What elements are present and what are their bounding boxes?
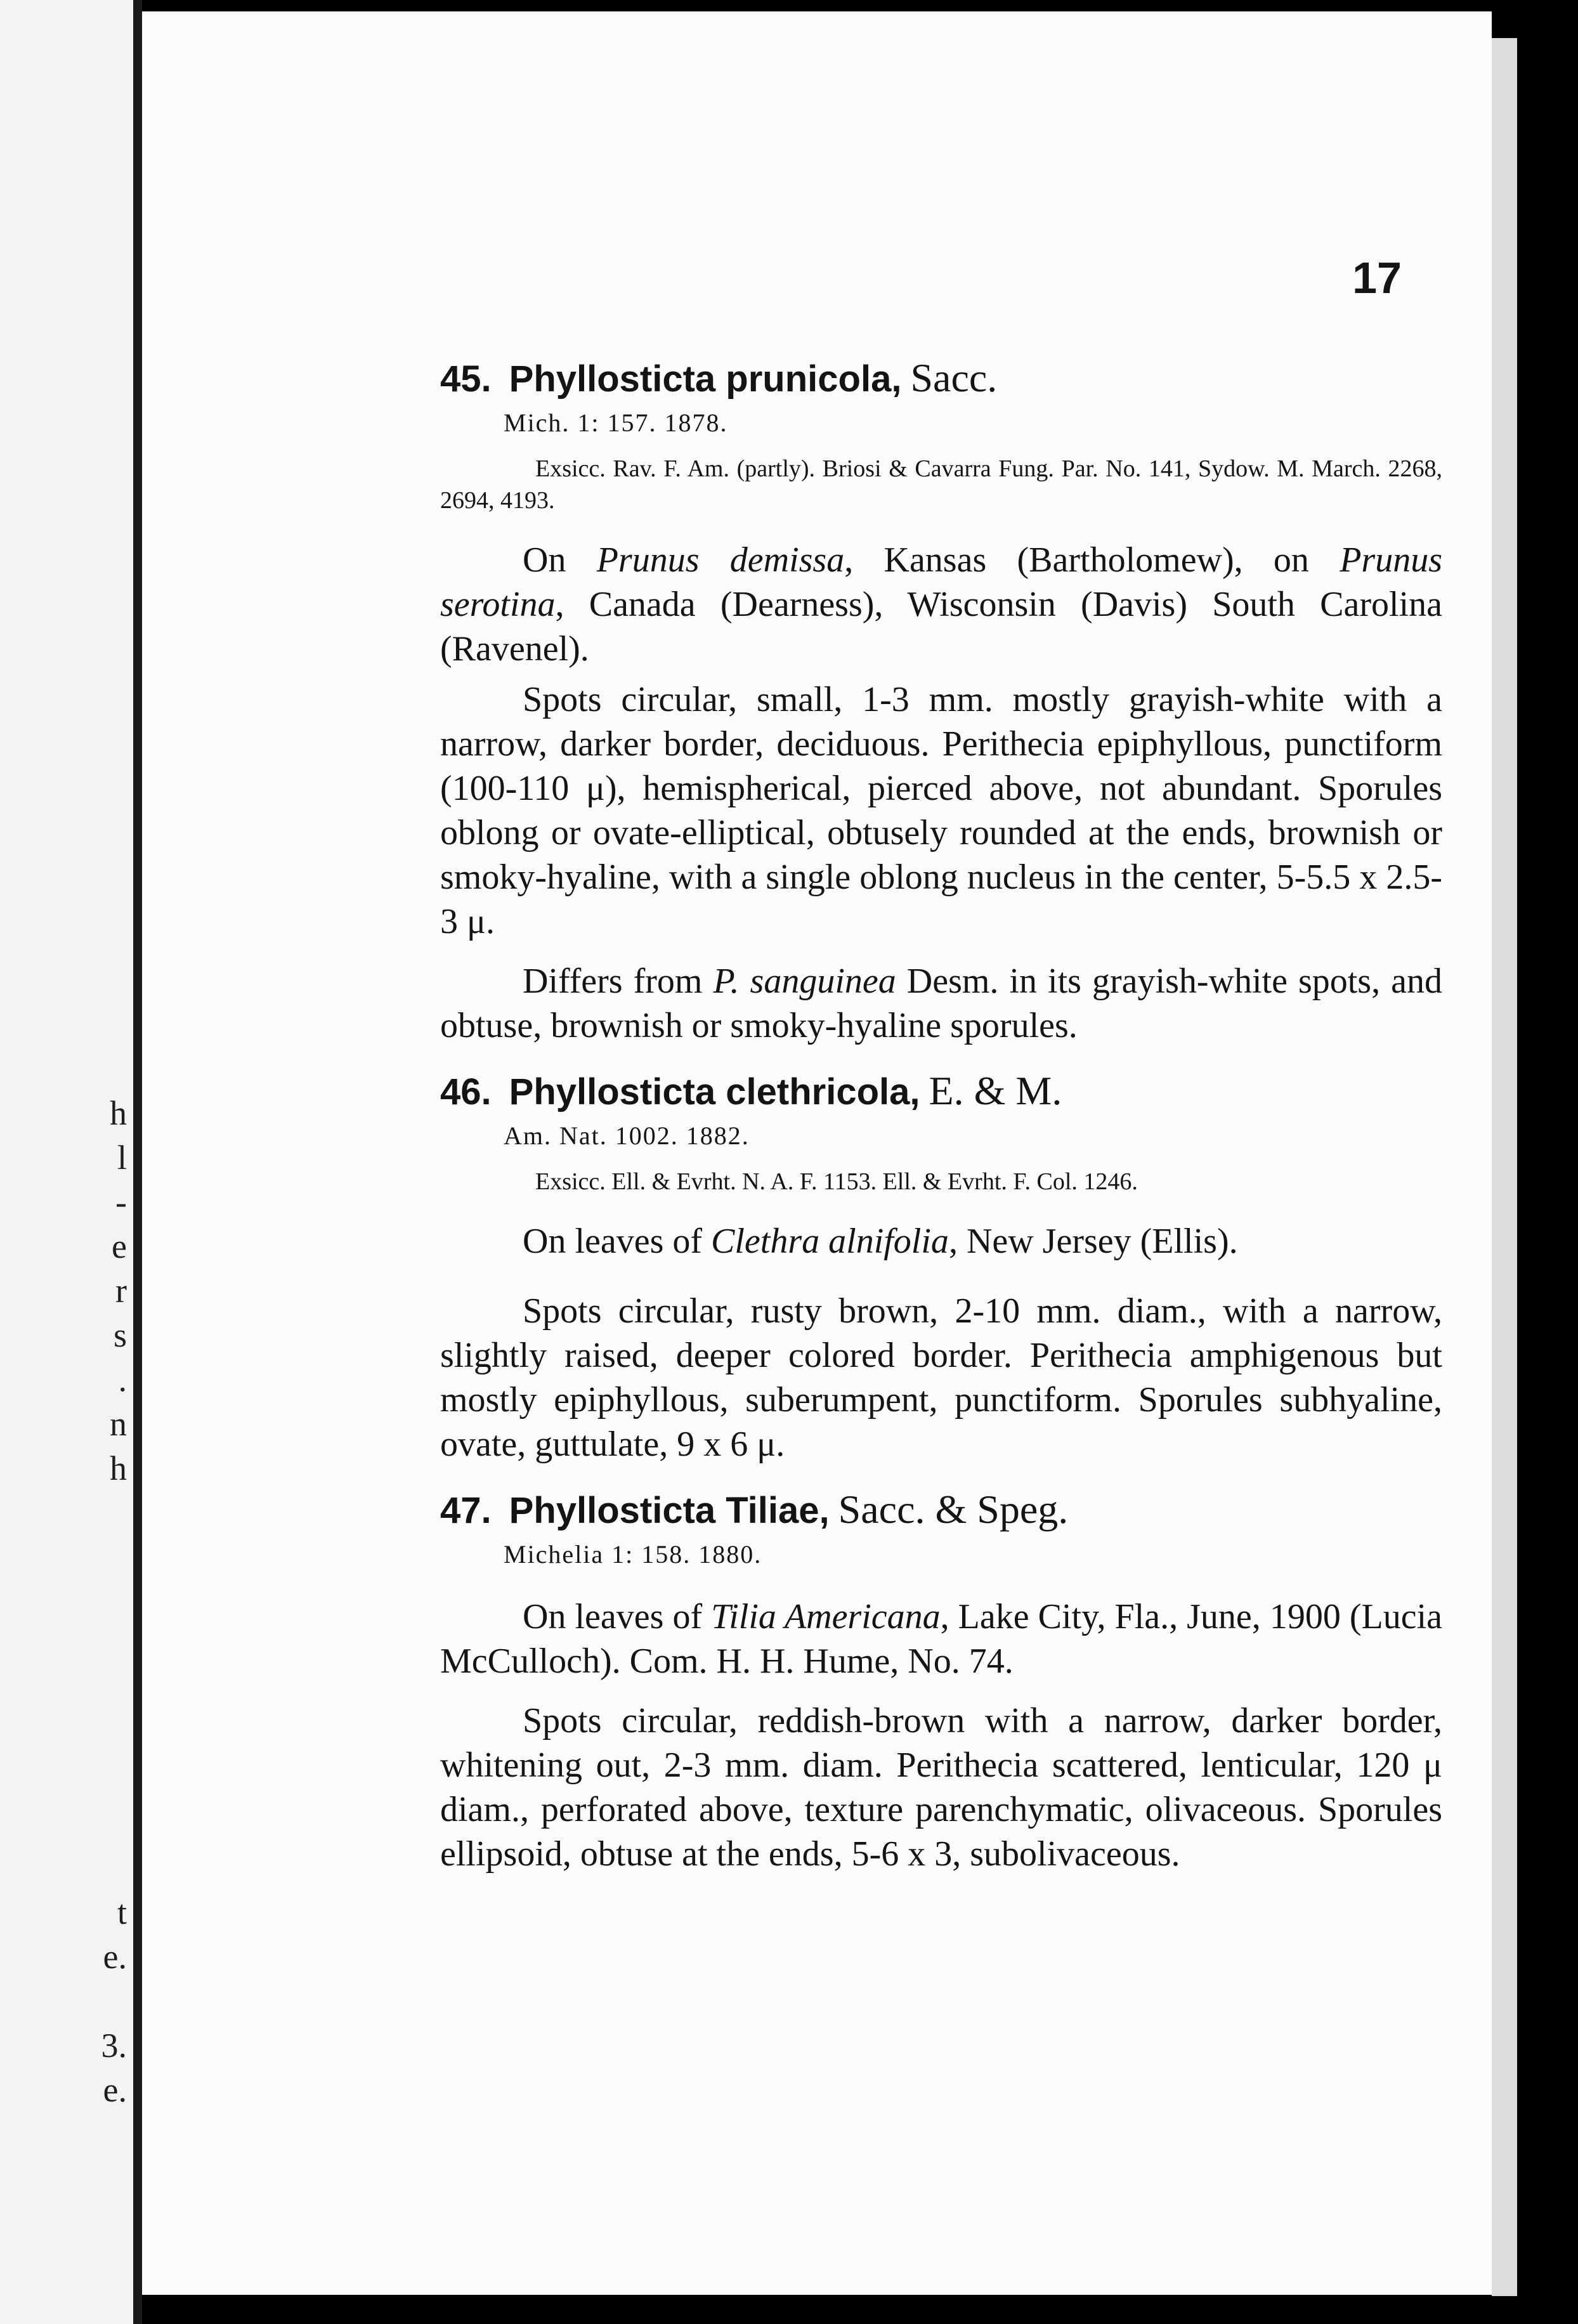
- description-paragraph: Spots circular, reddish-brown with a narrow, darker border, whitening out, 2-3 mm. diam. Perithecia scattered, lenticular, 120 μ diam., perforated above, texture parenchymatic, olivaceous. Sporules ellipsoid, obtuse at the ends, 5-6 x 3, subolivaceous.: [440, 1701, 1442, 1874]
- exsiccati: Exsicc. Rav. F. Am. (partly). Briosi & Cavarra Fung. Par. No. 141, Sydow. M. March. 2268, 2694, 4193.: [440, 455, 1442, 514]
- description-paragraph: Spots circular, rusty brown, 2-10 mm. diam., with a narrow, slightly raised, deeper colored border. Perithecia amphigenous but mostly epiphyllous, suberumpent, punctiform. Sporules subhyaline, ovate, guttulate, 9 x 6 μ.: [440, 1291, 1442, 1464]
- fragment: 3.: [101, 2027, 127, 2065]
- page-edge: [1492, 38, 1517, 2296]
- page-number: 17: [1352, 253, 1402, 303]
- fragment: s: [113, 1316, 127, 1354]
- facing-page: [0, 0, 133, 2324]
- host-species: Prunus serotina: [440, 540, 1442, 624]
- fragment: -: [115, 1183, 127, 1221]
- fragment: r: [115, 1272, 127, 1310]
- fragment: [0, 1491, 127, 1535]
- entry-number: 46.: [440, 1071, 492, 1113]
- fragment: .: [118, 1361, 127, 1399]
- species-name: Phyllosticta prunicola,: [509, 358, 902, 400]
- book-page: [142, 11, 1492, 2295]
- authority: Sacc.: [910, 355, 998, 400]
- fragment: [0, 1757, 127, 1801]
- fragment: [0, 1801, 127, 1846]
- fragment: e.: [103, 2071, 127, 2109]
- fragment: [0, 1579, 127, 1624]
- entry-heading: [440, 1066, 1442, 1118]
- host-species: Tilia Americana: [711, 1597, 941, 1636]
- host-paragraph: [440, 1219, 1442, 1263]
- fragment: n: [110, 1405, 127, 1443]
- note-paragraph: [440, 959, 1442, 1048]
- fragment: h: [110, 1449, 127, 1487]
- fragment: t: [117, 1893, 127, 1931]
- fragment: [0, 1668, 127, 1713]
- host-text: On leaves of: [523, 1597, 712, 1636]
- entry-heading: [440, 1484, 1442, 1536]
- book-gutter: [133, 0, 142, 2324]
- host-text: , Kansas (Bartholomew), on: [844, 540, 1340, 580]
- entry-number: 47.: [440, 1490, 492, 1531]
- citation: Michelia 1: 158. 1880.: [504, 1540, 762, 1569]
- entry-number: 45.: [440, 358, 492, 400]
- fragment: e.: [103, 1938, 127, 1976]
- host-text: , Canada (Dearness), Wisconsin (Davis) South Carolina (Ravenel).: [440, 585, 1442, 669]
- note-text: Desm. in its grayish-white spots, and obtuse, brownish or smoky-hyaline sporules.: [440, 962, 1442, 1045]
- citation: Mich. 1: 157. 1878.: [504, 408, 728, 437]
- species-name: Phyllosticta Tiliae,: [509, 1490, 830, 1531]
- entry-46: [440, 1066, 1442, 1466]
- entry-heading: [440, 353, 1442, 405]
- fragment: [0, 1979, 127, 2023]
- fragment: h: [110, 1094, 127, 1132]
- fragment: [0, 1535, 127, 1579]
- citation: Am. Nat. 1002. 1882.: [504, 1121, 750, 1150]
- authority: Sacc. & Speg.: [838, 1487, 1069, 1532]
- species-name: Phyllosticta clethricola,: [509, 1071, 920, 1113]
- host-species: Clethra alnifolia: [711, 1222, 949, 1261]
- authority: E. & M.: [929, 1068, 1062, 1113]
- host-text: , Lake City, Fla., June, 1900 (Lucia McCulloch). Com. H. H. Hume, No. 74.: [440, 1597, 1442, 1681]
- note-text: Differs from: [523, 962, 714, 1001]
- fragment: [0, 1846, 127, 1890]
- page-content: [440, 253, 1442, 1876]
- fragment: e: [112, 1227, 127, 1265]
- entry-47: [440, 1484, 1442, 1876]
- description-paragraph: Spots circular, small, 1-3 mm. mostly grayish-white with a narrow, darker border, deciduous. Perithecia epiphyllous, punctiform (100-110 μ), hemispherical, pierced above, not abundant. Sporules oblong or ovate-elliptical, obtusely rounded at the ends, brownish or smoky-hyaline, with a single oblong nucleus in the center, 5-5.5 x 2.5-3 μ.: [440, 680, 1442, 941]
- facing-page-text-fragments: [0, 1091, 127, 2112]
- host-paragraph: [440, 1595, 1442, 1683]
- entry-45: [440, 353, 1442, 1048]
- host-paragraph: [440, 538, 1442, 671]
- exsiccati: Exsicc. Ell. & Evrht. N. A. F. 1153. Ell. & Evrht. F. Col. 1246.: [535, 1168, 1138, 1195]
- note-species: P. sanguinea: [713, 962, 896, 1001]
- fragment: [0, 1713, 127, 1757]
- host-text: , New Jersey (Ellis).: [948, 1222, 1238, 1261]
- host-text: On leaves of: [523, 1222, 712, 1261]
- host-text: On: [523, 540, 597, 580]
- fragment: [0, 1624, 127, 1668]
- host-species: Prunus demissa: [596, 540, 845, 580]
- fragment: l: [117, 1139, 127, 1177]
